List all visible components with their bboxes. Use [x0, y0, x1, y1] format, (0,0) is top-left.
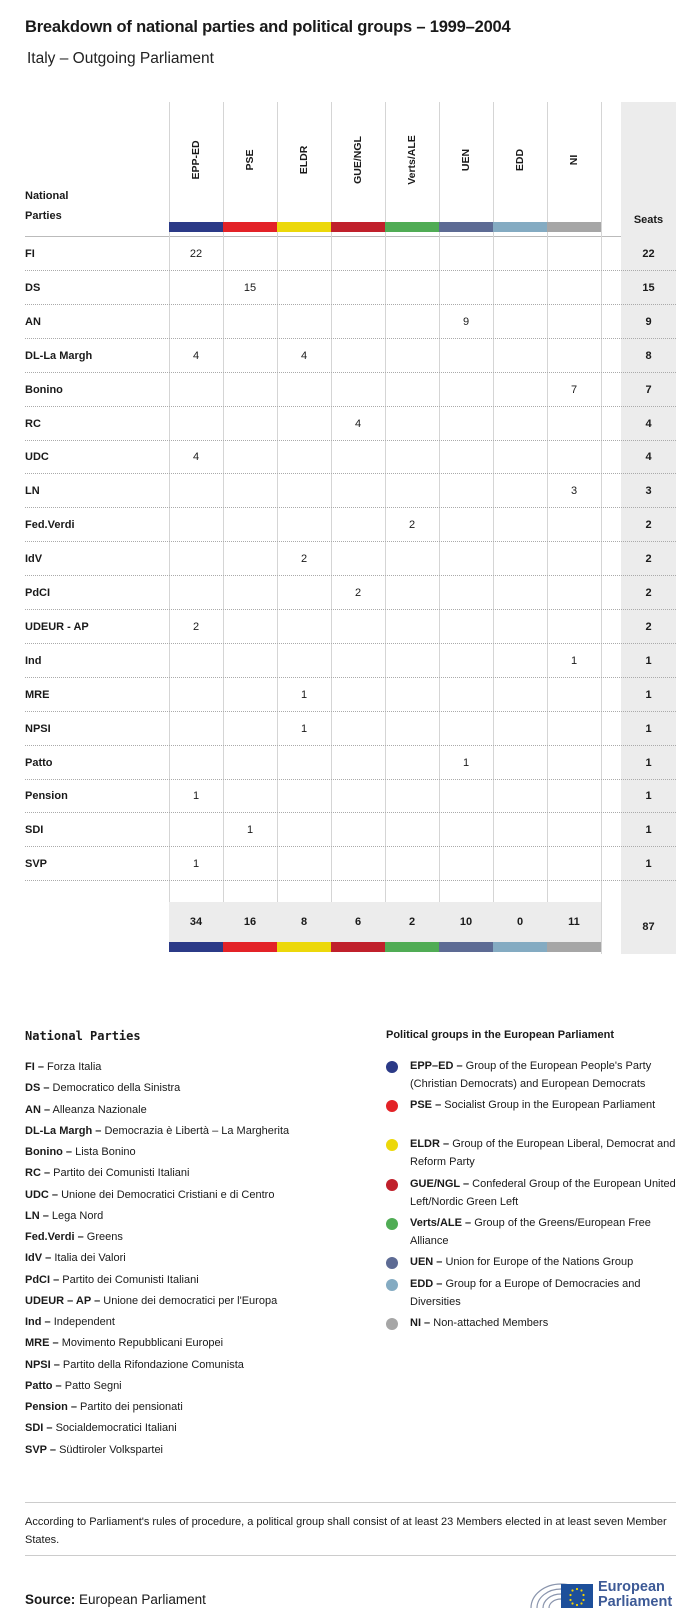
legend-national-item [25, 1293, 277, 1309]
legend-abbr: Ind – [25, 1316, 51, 1328]
political-groups-legend-title: Political groups in the European Parliament [386, 1029, 614, 1041]
group-color-bar [385, 942, 439, 952]
table-row [25, 373, 676, 407]
table-row [25, 474, 676, 508]
national-parties-header: National Parties [25, 190, 69, 222]
legend-full-name: Partito dei Comunisti Italiani [53, 1167, 190, 1180]
legend-full-name: Unione dei Democratici Cristiani e di Centro [61, 1188, 275, 1201]
group-color-bar [331, 222, 385, 232]
party-name: Ind [25, 654, 42, 667]
party-seats-total: 1 [645, 756, 652, 769]
legend-national-item [25, 1187, 274, 1203]
divider [25, 1502, 676, 1503]
legend-full-name: Partito dei Comunisti Italiani [62, 1273, 199, 1286]
legend-abbr: ELDR – [410, 1138, 450, 1150]
party-name: AN [25, 315, 41, 328]
group-total: 34 [189, 916, 203, 928]
legend-national-item [25, 1399, 183, 1415]
legend-national-item [25, 1420, 177, 1436]
legend-full-name: Movimento Repubblicani Europei [61, 1337, 224, 1350]
legend-national-item [25, 1208, 103, 1224]
legend-abbr: DL-La Margh – [25, 1124, 102, 1137]
legend-group-text [410, 1058, 680, 1093]
group-color-bar [331, 942, 385, 952]
party-name: NPSI [25, 722, 51, 735]
group-header [331, 102, 385, 222]
logo-line-1: European [598, 1579, 665, 1595]
legend-abbr: GUE/NGL – [410, 1178, 470, 1190]
rules-note: According to Parliament's rules of procedure, a political group shall consist of at least 23 Members elected in at least seven Member States. [25, 1516, 667, 1546]
legend-abbr: Fed.Verdi – [25, 1231, 84, 1243]
table-row [25, 610, 676, 644]
legend-abbr: AN – [25, 1103, 51, 1116]
legend-abbr: EDD – [410, 1278, 443, 1290]
legend-abbr: UEN – [410, 1256, 443, 1268]
legend-abbr: SVP – [25, 1443, 56, 1456]
legend-abbr: Verts/ALE – [410, 1217, 472, 1229]
legend-full-name: Unione dei democratici per l'Europa [103, 1294, 278, 1307]
party-name: SVP [25, 858, 48, 871]
legend-full-name: Group for a Europe of Democracies and Diversities [410, 1278, 641, 1308]
seats-header: Seats [633, 214, 664, 226]
party-name: UDEUR - AP [25, 620, 89, 633]
group-color-dot-icon [386, 1100, 398, 1112]
group-color-bar [385, 222, 439, 232]
seat-cell: 1 [246, 824, 254, 837]
party-seats-total: 8 [645, 349, 652, 362]
logo-text [598, 1580, 672, 1610]
legend-abbr: DS – [25, 1082, 50, 1095]
logo-line-2: Parliament [598, 1594, 673, 1610]
seat-cell: 4 [192, 349, 200, 362]
legend-abbr: LN – [25, 1209, 49, 1222]
seat-cell: 2 [354, 587, 362, 599]
legend-full-name: Independent [53, 1316, 115, 1328]
legend-full-name: Non-attached Members [433, 1317, 549, 1329]
party-seats-total: 15 [642, 281, 655, 294]
group-header [493, 102, 547, 222]
legend-group-text [410, 1254, 680, 1272]
legend-national-item [25, 1442, 163, 1458]
group-color-bar [223, 222, 277, 232]
seat-cell: 7 [570, 383, 578, 396]
seat-cell: 15 [243, 281, 257, 294]
party-name: PdCI [25, 587, 51, 599]
legend-full-name: Patto Segni [64, 1379, 122, 1392]
legend-full-name: Alleanza Nazionale [52, 1103, 147, 1116]
legend-national-item [25, 1378, 122, 1394]
group-header [223, 102, 277, 222]
legend-abbr: EPP–ED – [410, 1060, 463, 1072]
group-header-label: NI [568, 154, 580, 166]
seat-cell: 1 [192, 858, 200, 871]
grand-total: 87 [642, 921, 655, 933]
group-color-bar [493, 942, 547, 952]
legend-abbr: PSE – [410, 1099, 442, 1111]
legend-abbr: MRE – [25, 1337, 59, 1350]
table-row [25, 847, 676, 881]
party-name: Pension [25, 790, 68, 803]
party-seats-total: 1 [645, 722, 652, 735]
page-subtitle: Italy – Outgoing Parliament [27, 50, 214, 67]
group-header [439, 102, 493, 222]
legend-national-item [25, 1165, 189, 1181]
group-header-label: UEN [460, 148, 472, 172]
seat-cell: 2 [192, 620, 200, 633]
party-name: SDI [25, 824, 44, 837]
legend-group-text [410, 1136, 680, 1171]
group-color-bar [277, 942, 331, 952]
legend-full-name: Greens [86, 1231, 123, 1243]
legend-full-name: Partito della Rifondazione Comunista [62, 1358, 244, 1371]
seat-cell: 9 [462, 315, 470, 328]
table-row [25, 407, 676, 441]
table-row [25, 779, 676, 813]
group-total: 16 [243, 916, 257, 928]
table-row [25, 576, 676, 610]
group-color-bar [439, 222, 493, 232]
table-row [25, 644, 676, 678]
legend-abbr: FI – [25, 1061, 44, 1073]
seat-cell: 4 [192, 451, 200, 464]
legend-national-item [25, 1080, 180, 1096]
party-seats-total: 4 [645, 451, 652, 464]
legend-abbr: PdCI – [25, 1273, 60, 1286]
seat-cell: 2 [300, 553, 308, 566]
group-header-label: PSE [244, 149, 256, 171]
party-name: Bonino [25, 383, 63, 396]
group-color-bar [223, 942, 277, 952]
party-name: Fed.Verdi [25, 519, 75, 532]
table-row [25, 508, 676, 542]
group-header [385, 102, 439, 222]
group-header [169, 102, 223, 222]
legend-full-name: Democrazia è Libertà – La Margherita [104, 1124, 290, 1137]
legend-national-item [25, 1102, 147, 1118]
group-total: 8 [300, 916, 308, 928]
divider [25, 1555, 676, 1556]
national-parties-legend-title: National Parties [25, 1029, 141, 1043]
group-color-bar [547, 222, 601, 232]
party-seats-total: 2 [645, 519, 652, 532]
seat-cell: 1 [462, 756, 470, 769]
legend-abbr: IdV – [25, 1252, 52, 1265]
legend-group-text [410, 1176, 680, 1211]
source-line [25, 1592, 206, 1607]
party-name: DL-La Margh [25, 349, 93, 362]
legend-national-item [25, 1123, 289, 1139]
legend-abbr: NI – [410, 1317, 431, 1329]
seat-cell: 3 [570, 485, 578, 498]
legend-group-text [410, 1315, 680, 1333]
legend-abbr: Bonino – [25, 1146, 73, 1158]
party-name: UDC [25, 451, 49, 464]
seat-cell: 1 [570, 654, 578, 667]
seat-cell: 1 [300, 688, 308, 701]
party-seats-total: 1 [645, 790, 652, 803]
group-color-bar [439, 942, 493, 952]
legend-full-name: Democratico della Sinistra [52, 1082, 181, 1095]
table-row [25, 542, 676, 576]
legend-full-name: Socialist Group in the European Parliament [444, 1099, 656, 1111]
seat-cell: 4 [354, 417, 362, 430]
legend-abbr: UDEUR – AP – [25, 1294, 101, 1307]
group-header [277, 102, 331, 222]
legend-group-text [410, 1215, 680, 1250]
group-color-dot-icon [386, 1061, 398, 1073]
legend-group-text [410, 1276, 680, 1311]
legend-full-name: Union for Europe of the Nations Group [445, 1256, 634, 1268]
group-total: 10 [459, 916, 473, 928]
page-title: Breakdown of national parties and political groups – 1999–2004 [25, 18, 511, 36]
legend-national-item [25, 1250, 126, 1266]
legend-national-item [25, 1229, 123, 1245]
table-row [25, 813, 676, 847]
legend-abbr: SDI – [25, 1422, 53, 1435]
seat-cell: 4 [300, 349, 308, 362]
party-name: LN [25, 485, 40, 498]
legend-full-name: Italia dei Valori [54, 1252, 126, 1265]
group-header-label: GUE/NGL [352, 136, 364, 184]
table-row [25, 305, 676, 339]
party-name: FI [25, 248, 35, 260]
group-color-dot-icon [386, 1179, 398, 1191]
legend-full-name: Forza Italia [47, 1061, 102, 1073]
group-color-bar [493, 222, 547, 232]
group-header-label: EDD [514, 148, 526, 172]
seat-cell: 1 [300, 722, 308, 735]
legend-abbr: RC – [25, 1167, 51, 1180]
group-color-bar [277, 222, 331, 232]
legend-national-item [25, 1272, 199, 1288]
legend-group-text [410, 1097, 680, 1115]
group-color-bar [547, 942, 601, 952]
legend-national-item [25, 1059, 101, 1075]
party-name: DS [25, 281, 41, 294]
party-seats-total: 9 [645, 315, 652, 328]
legend-abbr: Pension – [25, 1401, 77, 1413]
group-total: 6 [354, 916, 362, 928]
legend-full-name: Partito dei pensionati [80, 1401, 183, 1413]
table-row [25, 271, 676, 305]
legend-full-name: Group of the Greens/European Free Alliance [410, 1217, 651, 1247]
seat-cell: 22 [189, 248, 203, 260]
table-row [25, 237, 676, 271]
group-header-label: EPP-ED [190, 140, 202, 180]
hemicycle-icon [527, 1570, 597, 1614]
group-header-label: Verts/ALE [406, 135, 418, 185]
source-label: Source: [25, 1592, 76, 1607]
legend-full-name: Socialdemocratici Italiani [55, 1422, 177, 1435]
group-color-dot-icon [386, 1218, 398, 1230]
party-name: MRE [25, 688, 50, 701]
seat-cell: 2 [408, 519, 416, 532]
group-header-label: ELDR [298, 145, 310, 175]
party-seats-total: 1 [645, 688, 652, 701]
group-total: 2 [408, 916, 416, 928]
table-row [25, 678, 676, 712]
group-total: 0 [516, 916, 524, 928]
party-seats-total: 4 [645, 417, 652, 430]
legend-full-name: Confederal Group of the European United Left/Nordic Green Left [410, 1178, 676, 1208]
legend-national-item [25, 1314, 115, 1330]
party-seats-total: 1 [645, 858, 652, 871]
seat-cell: 1 [192, 790, 200, 803]
legend-full-name: Group of the European Liberal, Democrat and Reform Party [410, 1138, 676, 1168]
party-name: RC [25, 417, 41, 430]
party-seats-total: 2 [645, 620, 652, 633]
group-color-dot-icon [386, 1257, 398, 1269]
party-name: IdV [25, 553, 43, 566]
party-seats-total: 22 [642, 248, 655, 260]
table-row [25, 440, 676, 474]
party-seats-total: 1 [645, 654, 652, 667]
seat-breakdown-table [25, 102, 676, 954]
group-color-bar [169, 942, 223, 952]
group-total: 11 [568, 916, 580, 928]
party-seats-total: 2 [645, 587, 652, 599]
party-seats-total: 2 [645, 553, 652, 566]
legend-abbr: NPSI – [25, 1358, 60, 1371]
table-row [25, 712, 676, 746]
legend-full-name: Südtiroler Volkspartei [59, 1443, 164, 1456]
table-row [25, 339, 676, 373]
group-color-bar [169, 222, 223, 232]
legend-national-item [25, 1357, 244, 1373]
legend-full-name: Lega Nord [51, 1209, 104, 1222]
party-seats-total: 7 [645, 383, 652, 396]
party-name: Patto [25, 756, 53, 769]
group-color-dot-icon [386, 1318, 398, 1330]
party-seats-total: 3 [645, 485, 652, 498]
legend-national-item [25, 1144, 136, 1160]
legend-full-name: Group of the European People's Party (Christian Democrats) and European Democrats [410, 1060, 652, 1090]
legend-abbr: Patto – [25, 1379, 62, 1392]
group-color-dot-icon [386, 1139, 398, 1151]
legend-abbr: UDC – [25, 1188, 59, 1201]
group-header [547, 102, 601, 222]
legend-national-item [25, 1335, 223, 1351]
source-value: European Parliament [79, 1592, 206, 1607]
legend-full-name: Lista Bonino [75, 1146, 136, 1158]
table-row [25, 746, 676, 780]
party-seats-total: 1 [645, 824, 652, 837]
group-color-dot-icon [386, 1279, 398, 1291]
